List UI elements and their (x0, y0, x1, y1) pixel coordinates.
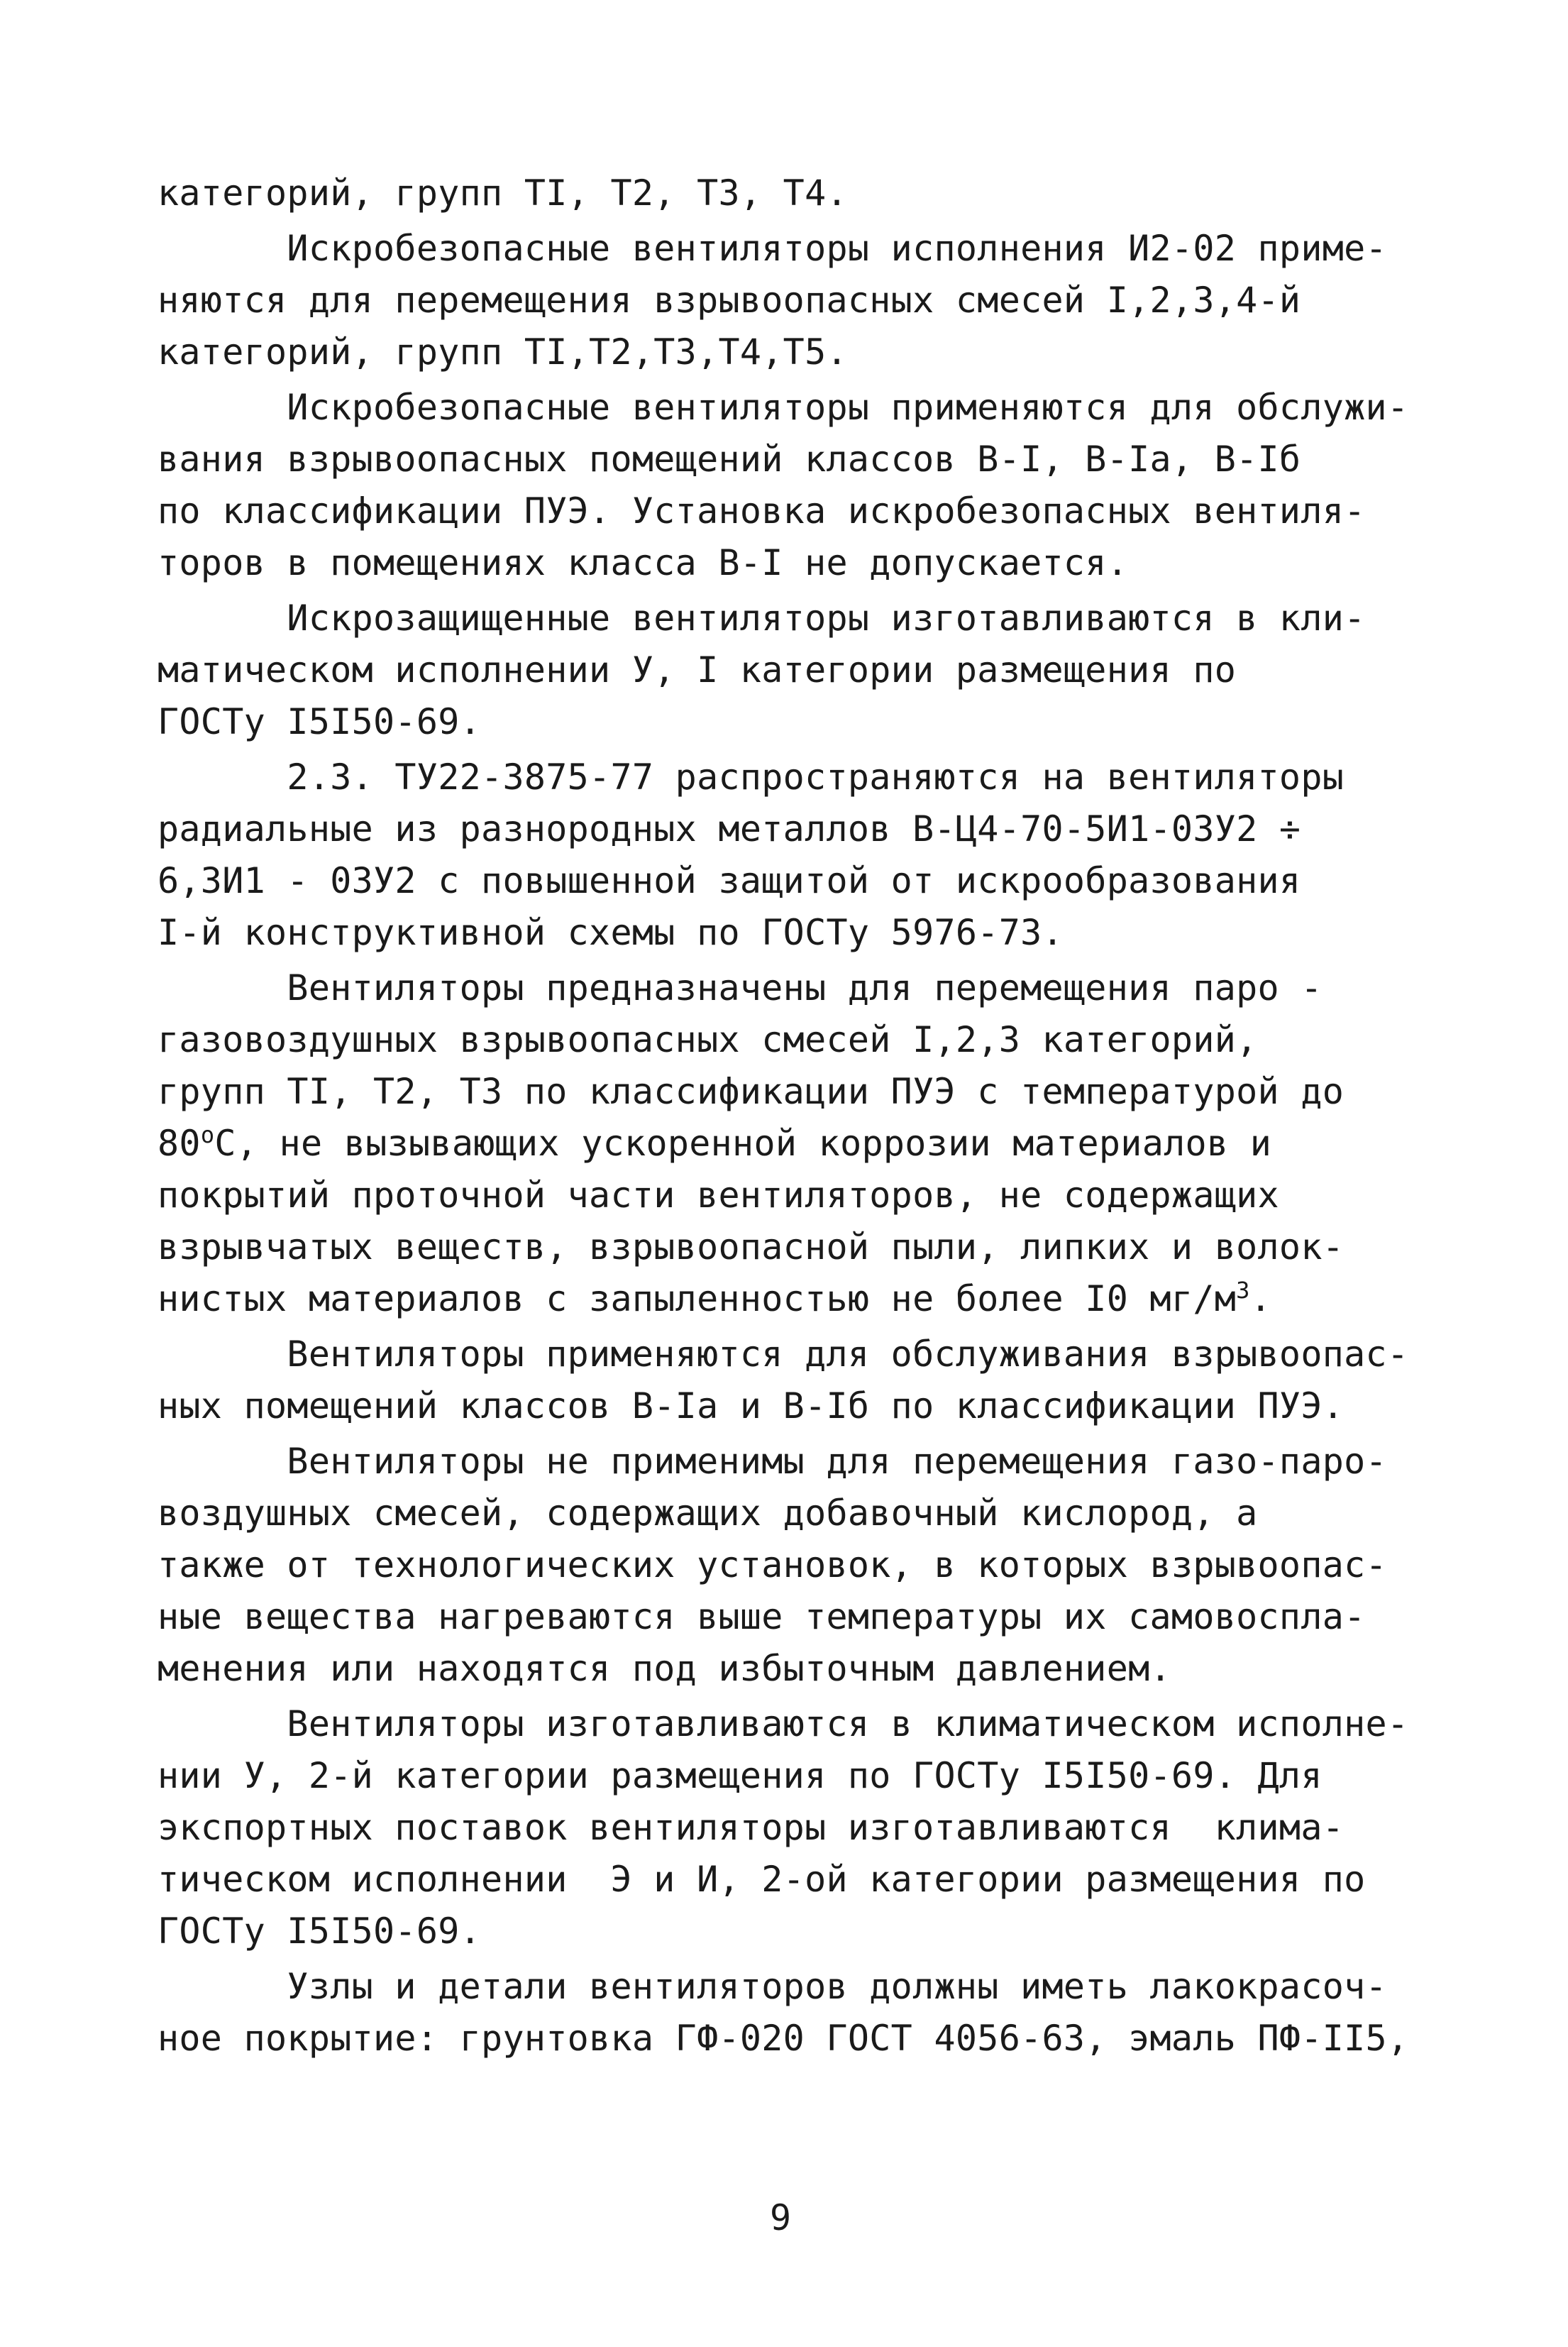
text-80: 80 (158, 1123, 201, 1164)
text-line-80c (158, 1118, 1435, 1170)
text-line: 6,3И1 - 03У2 с повышенной защитой от искрообразования (158, 860, 1301, 901)
text-line: нии У, 2-й категории размещения по ГОСТу I5I50-69. Для (158, 1755, 1323, 1796)
text-line: Вентиляторы применяются для обслуживания взрывоопас- (158, 1334, 1409, 1375)
text-line: Вентиляторы предназначены для перемещения паро - (158, 967, 1323, 1008)
text-line: также от технологических установок, в которых взрывоопас- (158, 1544, 1387, 1585)
text-line: Искробезопасные вентиляторы исполнения И2-02 приме- (158, 228, 1387, 269)
body-text (158, 167, 1435, 2065)
text-line: групп TI, T2, T3 по классификации ПУЭ с температурой до (158, 1071, 1345, 1112)
text-m3: нистых материалов с запыленностью не более I0 мг/м (158, 1278, 1237, 1319)
text-line: ГОСТу I5I50-69. (158, 701, 482, 742)
text-line: Искрозащищенные вентиляторы изготавливаются в кли- (158, 598, 1366, 639)
text-line: воздушных смесей, содержащих добавочный кислород, а (158, 1493, 1258, 1534)
text-line: менения или находятся под избыточным давлением. (158, 1648, 1171, 1689)
text-line: I-й конструктивной схемы по ГОСТу 5976-73. (158, 912, 1064, 953)
text-line: вания взрывоопасных помещений классов В-I, В-Iа, В-Iб (158, 439, 1301, 480)
text-line: ных помещений классов В-Iа и В-Iб по классификации ПУЭ. (158, 1385, 1345, 1427)
text-line: Искробезопасные вентиляторы применяются для обслужи- (158, 387, 1409, 428)
text-80c-tail: С, не вызывающих ускоренной коррозии материалов и (214, 1123, 1272, 1164)
text-line: взрывчатых веществ, взрывоопасной пыли, липких и волок- (158, 1226, 1345, 1268)
text-line: матическом исполнении У, I категории размещения по (158, 649, 1237, 691)
text-line: ные вещества нагреваются выше температуры их самовоспла- (158, 1596, 1366, 1637)
text-line: категорий, групп TI, T2, T3, T4. (158, 172, 848, 214)
page-number: 9 (769, 2197, 792, 2238)
text-line: категорий, групп TI,T2,T3,T4,T5. (158, 331, 848, 373)
text-line: радиальные из разнородных металлов В-Ц4-70-5И1-03У2 ÷ (158, 808, 1301, 850)
text-line: экспортных поставок вентиляторы изготавливаются клима- (158, 1807, 1345, 1848)
text-line: торов в помещениях класса В-I не допускается. (158, 542, 1129, 583)
text-line: 2.3. ТУ22-3875-77 распространяются на вентиляторы (158, 757, 1345, 798)
text-line: покрытий проточной части вентиляторов, не содержащих (158, 1175, 1279, 1216)
text-line: ное покрытие: грунтовка ГФ-020 ГОСТ 4056-63, эмаль ПФ-II5, (158, 2018, 1409, 2059)
degree-superscript: о (200, 1121, 215, 1148)
text-line: по классификации ПУЭ. Установка искробезопасных вентиля- (158, 490, 1366, 532)
text-m3-tail: . (1249, 1278, 1272, 1319)
cube-superscript: 3 (1236, 1277, 1250, 1304)
text-line: тическом исполнении Э и И, 2-ой категории размещения по (158, 1859, 1366, 1900)
text-line: Вентиляторы изготавливаются в климатическом исполне- (158, 1703, 1409, 1744)
text-line: ГОСТу I5I50-69. (158, 1911, 482, 1952)
text-line: Узлы и детали вентиляторов должны иметь лакокрасоч- (158, 1966, 1387, 2007)
text-line-m3 (158, 1273, 1435, 1325)
text-line: Вентиляторы не применимы для перемещения газо-паро- (158, 1441, 1387, 1482)
text-line: няются для перемещения взрывоопасных смесей I,2,3,4-й (158, 280, 1301, 321)
text-line: газовоздушных взрывоопасных смесей I,2,3 категорий, (158, 1019, 1258, 1060)
